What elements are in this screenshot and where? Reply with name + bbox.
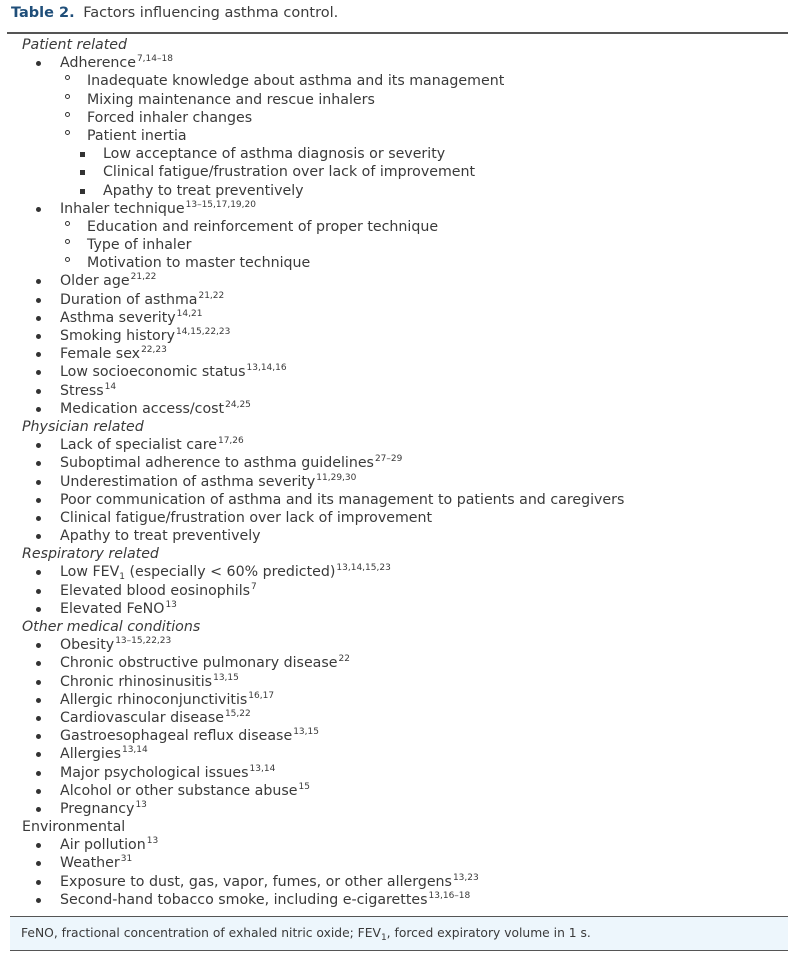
bullet-disc-icon	[36, 316, 41, 321]
bullet-disc-icon	[36, 898, 41, 903]
reference-superscript: 22,23	[141, 345, 167, 356]
list-item: Weather$^{31}$	[22, 854, 786, 872]
list-item: Second-hand tobacco smoke, including e-cigarettes$^{13,16-18}$	[22, 891, 786, 909]
list-item: Alcohol or other substance abuse$^{15}$	[22, 782, 786, 800]
bullet-disc-icon	[36, 698, 41, 703]
table-footnote	[10, 916, 788, 951]
category-heading: Patient related	[22, 37, 128, 53]
list-item: Suboptimal adherence to asthma guidelines$^{27-29}$	[22, 454, 786, 472]
bullet-disc-icon	[36, 61, 41, 66]
list-item: Low $FEV_1$ (especially < 60% predicted)$^{13,14,15,23}$	[22, 563, 786, 581]
sub-list-item: Patient inertia	[22, 127, 786, 145]
bullet-disc-icon	[36, 680, 41, 685]
bullet-disc-icon	[36, 534, 41, 539]
reference-superscript: 13–15,17,19,20	[185, 199, 256, 210]
list-item: Allergies$^{13,14}$	[22, 745, 786, 763]
top-rule	[7, 32, 788, 34]
reference-superscript: 13	[146, 836, 159, 847]
list-item: Chronic rhinosinusitis$^{13,15}$	[22, 673, 786, 691]
category-heading: Respiratory related	[22, 546, 159, 563]
reference-superscript: 13	[165, 599, 177, 610]
footnote-text: FeNO, fractional concentration of exhaled nitric oxide; $FEV_1$, forced expiratory volume in 1 s.	[21, 926, 591, 943]
list-item: Lack of specialist care$^{17,26}$	[22, 436, 786, 454]
list-item: Gastroesophageal reflux disease$^{13,15}$	[22, 727, 786, 745]
list-item: Asthma severity$^{14,21}$	[22, 309, 786, 327]
list-item: Poor communication of asthma and its management to patients and caregivers	[22, 491, 786, 509]
reference-superscript: 14	[104, 381, 117, 392]
list-item: Cardiovascular disease$^{15,22}$	[22, 709, 786, 727]
bullet-disc-icon	[36, 861, 41, 866]
sub-list-item: Mixing maintenance and rescue inhalers	[22, 91, 786, 109]
bullet-disc-icon	[36, 370, 41, 375]
sub-sub-list-item: Clinical fatigue/frustration over lack of improvement	[22, 163, 786, 181]
bullet-circle-icon	[65, 130, 70, 135]
bullet-square-icon	[80, 189, 85, 194]
reference-superscript: 13,15	[293, 727, 319, 738]
list-item: Major psychological issues$^{13,14}$	[22, 764, 786, 782]
reference-superscript: 21,22	[198, 290, 225, 301]
bullet-disc-icon	[36, 389, 41, 394]
list-item: Underestimation of asthma severity$^{11,29,30}$	[22, 473, 786, 491]
list-item: Chronic obstructive pulmonary disease$^{22}$	[22, 654, 786, 672]
bullet-disc-icon	[36, 480, 41, 485]
bullet-square-icon	[80, 170, 85, 175]
reference-superscript: 13,14	[249, 763, 276, 774]
bullet-circle-icon	[65, 257, 70, 262]
bullet-disc-icon	[36, 516, 41, 521]
category-heading: Other medical conditions	[22, 619, 201, 635]
reference-superscript: 16,17	[248, 690, 275, 701]
reference-superscript: 13,14	[121, 745, 148, 756]
list-item: Exposure to dust, gas, vapor, fumes, or other allergens$^{13,23}$	[22, 873, 786, 891]
bullet-disc-icon	[36, 279, 41, 284]
sub-list-item: Inadequate knowledge about asthma and its management	[22, 72, 786, 90]
reference-superscript: 21,22	[130, 272, 157, 283]
list-item: Adherence$^{7,14-18}$	[22, 54, 786, 72]
list-item: Apathy to treat preventively	[22, 527, 786, 545]
reference-superscript: 27–29	[374, 454, 403, 465]
reference-superscript: 7	[251, 581, 257, 592]
bullet-circle-icon	[65, 112, 70, 117]
reference-superscript: 13,16–18	[428, 890, 471, 901]
bullet-disc-icon	[36, 643, 41, 648]
list-item: Allergic rhinoconjunctivitis$^{16,17}$	[22, 691, 786, 709]
list-item: Pregnancy$^{13}$	[22, 800, 786, 818]
table-body	[22, 36, 786, 909]
bullet-disc-icon	[36, 352, 41, 357]
bullet-disc-icon	[36, 461, 41, 466]
reference-superscript: 13,14,16	[246, 363, 287, 374]
list-item: Stress$^{14}$	[22, 382, 786, 400]
bullet-circle-icon	[65, 75, 70, 80]
bullet-disc-icon	[36, 789, 41, 794]
reference-superscript: 13,15	[213, 672, 239, 683]
list-item: Air pollution$^{13}$	[22, 836, 786, 854]
reference-superscript: 17,26	[217, 436, 244, 447]
bullet-disc-icon	[36, 498, 41, 503]
list-item: Medication access/cost$^{24,25}$	[22, 400, 786, 418]
category-heading: Physician related	[22, 418, 144, 435]
reference-superscript: 13	[135, 799, 147, 810]
reference-superscript: 15	[298, 781, 310, 792]
bullet-disc-icon	[36, 734, 41, 739]
reference-superscript: 13,14,15,23	[336, 563, 391, 574]
bullet-disc-icon	[36, 334, 41, 339]
list-item: Elevated FeNO$^{13}$	[22, 600, 786, 618]
table-title: Factors influencing asthma control.	[83, 5, 339, 21]
sub-list-item: Forced inhaler changes	[22, 109, 786, 127]
bullet-disc-icon	[36, 298, 41, 303]
bullet-disc-icon	[36, 607, 41, 612]
table-caption	[11, 5, 338, 21]
reference-superscript: 13,23	[452, 872, 479, 883]
list-item: Clinical fatigue/frustration over lack of improvement	[22, 509, 786, 527]
bullet-circle-icon	[65, 94, 70, 99]
reference-superscript: 31	[120, 854, 133, 865]
bullet-disc-icon	[36, 807, 41, 812]
reference-superscript: 14,15,22,23	[175, 327, 231, 337]
bullet-square-icon	[80, 152, 85, 157]
list-item: Low socioeconomic status$^{13,14,16}$	[22, 363, 786, 381]
bullet-circle-icon	[65, 239, 70, 244]
reference-superscript: 15,22	[224, 708, 251, 719]
bullet-disc-icon	[36, 661, 41, 666]
reference-superscript: 13–15,22,23	[115, 636, 172, 647]
bullet-disc-icon	[36, 843, 41, 848]
list-item: Obesity$^{13-15,22,23}$	[22, 636, 786, 654]
bullet-disc-icon	[36, 771, 41, 776]
bullet-disc-icon	[36, 752, 41, 757]
list-item: Duration of asthma$^{21,22}$	[22, 291, 786, 309]
sub-list-item: Education and reinforcement of proper technique	[22, 218, 786, 236]
bullet-disc-icon	[36, 207, 41, 212]
bullet-circle-icon	[65, 221, 70, 226]
reference-superscript: 22	[338, 654, 350, 665]
table-label: Table 2.	[11, 5, 75, 21]
category-heading: Environmental	[22, 819, 126, 836]
sub-list-item: Type of inhaler	[22, 236, 786, 254]
bullet-disc-icon	[36, 407, 41, 412]
reference-superscript: 7,14–18	[136, 54, 173, 65]
list-item: Female sex$^{22,23}$	[22, 345, 786, 363]
sub-list-item: Motivation to master technique	[22, 254, 786, 272]
bullet-disc-icon	[36, 570, 41, 575]
list-item: Smoking history$^{14,15,22,23}$	[22, 327, 786, 345]
bullet-disc-icon	[36, 716, 41, 721]
reference-superscript: 11,29,30	[316, 472, 357, 483]
reference-superscript: 24,25	[225, 399, 251, 410]
sub-sub-list-item: Low acceptance of asthma diagnosis or severity	[22, 145, 786, 163]
list-item: Older age$^{21,22}$	[22, 272, 786, 290]
bullet-disc-icon	[36, 589, 41, 594]
sub-sub-list-item: Apathy to treat preventively	[22, 182, 786, 200]
reference-superscript: 14,21	[176, 308, 203, 319]
list-item: Inhaler technique$^{13-15,17,19,20}$	[22, 200, 786, 218]
bullet-disc-icon	[36, 443, 41, 448]
list-item: Elevated blood eosinophils$^7$	[22, 582, 786, 600]
bullet-disc-icon	[36, 880, 41, 885]
